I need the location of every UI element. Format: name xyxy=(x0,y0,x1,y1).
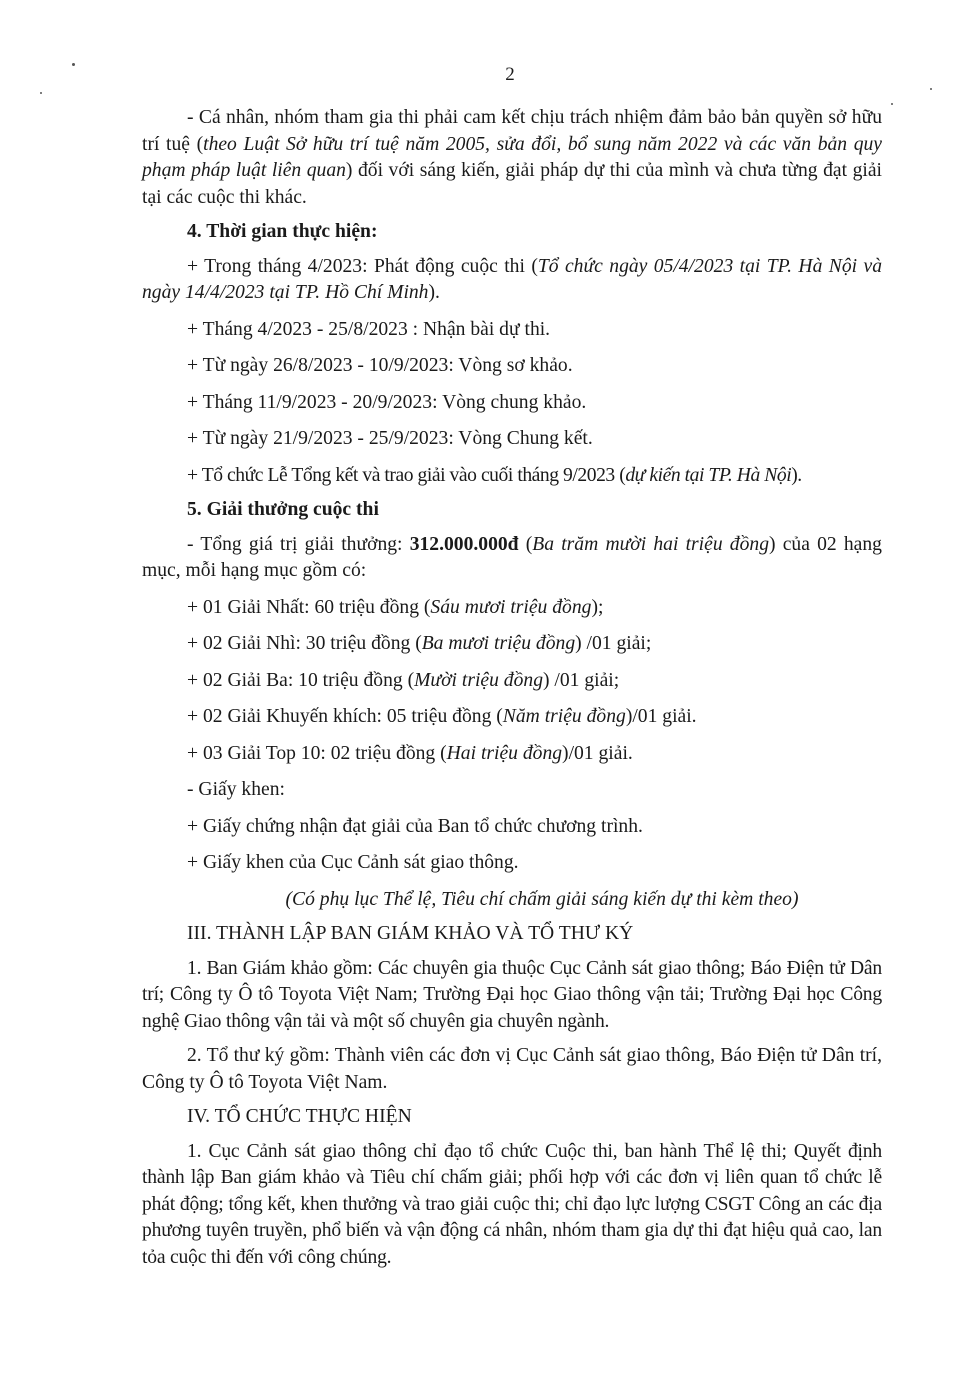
timeline-text: + Tổ chức Lễ Tổng kết và trao giải vào cuối tháng 9/2023 ( xyxy=(187,464,626,486)
prize-item xyxy=(142,704,882,731)
prize-text-end: )/01 giải. xyxy=(562,742,633,764)
prize-text-end: ) /01 giải; xyxy=(575,633,652,654)
document-body xyxy=(142,105,882,1271)
scan-speck xyxy=(891,103,893,105)
prize-total-end: ) của 02 hạng mục, mỗi hạng mục gồm có: xyxy=(142,533,882,581)
secretariat-paragraph: 2. Tổ thư ký gồm: Thành viên các đơn vị Cục Cảnh sát giao thông, Báo Điện tử Dân trí, Công ty Ô tô Toyota Việt Nam. xyxy=(142,1045,882,1093)
timeline-item xyxy=(142,463,882,490)
prize-italic: Sáu mươi triệu đồng xyxy=(430,596,592,618)
prize-italic: Hai triệu đồng xyxy=(446,742,563,764)
timeline-text: + Trong tháng 4/2023: Phát động cuộc thi ( xyxy=(187,255,538,277)
prize-italic: Mười triệu đồng xyxy=(414,669,543,691)
timeline-italic: Tổ chức ngày 05/4/2023 tại TP. Hà Nội và ngày 14/4/2023 tại TP. Hồ Chí Minh xyxy=(142,255,882,303)
scan-speck xyxy=(40,92,42,94)
timeline-item: + Từ ngày 26/8/2023 - 10/9/2023: Vòng sơ khảo. xyxy=(187,355,573,376)
prize-total-amount: 312.000.000đ xyxy=(409,533,519,555)
implementation-paragraph: 1. Cục Cảnh sát giao thông chỉ đạo tổ chức Cuộc thi, ban hành Thể lệ thi; Quyết định thành lập Ban giám khảo và Tiêu chí chấm giải; phối hợp với các đơn vị liên quan tổ chức lễ phát động; tổng kết, khen thưởng và trao giải cuộc thi; chỉ đạo lực lượng CSGT Công an các địa phương tuyên truyền, phổ biến và vận động cá nhân, nhóm tham gia dự thi đạt hiệu quả cao, lan tỏa cuộc thi đến với công chúng. xyxy=(142,1140,882,1268)
timeline-item: + Từ ngày 21/9/2023 - 25/9/2023: Vòng Chung kết. xyxy=(187,428,593,449)
prize-item xyxy=(142,631,882,658)
copyright-paragraph xyxy=(142,105,882,211)
prize-text: + 02 Giải Khuyến khích: 05 triệu đồng ( xyxy=(187,706,503,727)
timeline-item xyxy=(142,254,882,307)
timeline-item: + Tháng 11/9/2023 - 20/9/2023: Vòng chung khảo. xyxy=(187,391,587,413)
timeline-item: + Tháng 4/2023 - 25/8/2023 : Nhận bài dự thi. xyxy=(187,318,551,340)
prize-text: + 03 Giải Top 10: 02 triệu đồng ( xyxy=(187,742,447,764)
section3-heading: III. THÀNH LẬP BAN GIÁM KHẢO VÀ TỔ THƯ KÝ xyxy=(187,923,634,944)
prize-text-end: )/01 giải. xyxy=(625,706,697,727)
prize-text-end: ) /01 giải; xyxy=(543,669,620,691)
prize-item xyxy=(142,741,882,768)
scan-speck xyxy=(930,88,932,90)
prize-text: + 01 Giải Nhất: 60 triệu đồng ( xyxy=(187,596,431,618)
copyright-text-end: ) đối với sáng kiến, giải pháp dự thi của mình và chưa từng đạt giải tại các cuộc thi khác. xyxy=(142,160,882,208)
appendix-note: (Có phụ lục Thể lệ, Tiêu chí chấm giải sáng kiến dự thi kèm theo) xyxy=(285,888,799,910)
jury-paragraph: 1. Ban Giám khảo gồm: Các chuyên gia thuộc Cục Cảnh sát giao thông; Báo Điện tử Dân trí; Công ty Ô tô Toyota Việt Nam; Trường Đại học Giao thông vận tải; Trường Đại học Công nghệ Giao thông vận tải và một số chuyên gia chuyên ngành. xyxy=(142,957,882,1032)
prize-italic: Năm triệu đồng xyxy=(502,706,626,727)
certificate-heading: - Giấy khen: xyxy=(187,779,285,800)
prize-italic: Ba mươi triệu đồng xyxy=(421,633,576,654)
page-number: 2 xyxy=(505,64,515,85)
certificate-item: + Giấy chứng nhận đạt giải của Ban tổ chức chương trình. xyxy=(187,815,643,837)
certificate-item: + Giấy khen của Cục Cảnh sát giao thông. xyxy=(187,852,519,873)
timeline-italic: dự kiến tại TP. Hà Nội xyxy=(625,464,792,486)
copyright-text: - Cá nhân, nhóm tham gia thi phải cam kết chịu trách nhiệm đảm bảo bản quyền sở hữu trí tuệ ( xyxy=(142,107,882,155)
prize-text-end: ); xyxy=(591,596,604,618)
timeline-text-end: ). xyxy=(791,464,802,486)
prize-total-open: ( xyxy=(518,533,533,555)
copyright-italic: theo Luật Sở hữu trí tuệ năm 2005, sửa đổi, bổ sung năm 2022 và các văn bản quy phạm pháp luật liên quan xyxy=(142,133,882,181)
section5-heading: 5. Giải thưởng cuộc thi xyxy=(187,499,379,520)
prize-text: + 02 Giải Nhì: 30 triệu đồng ( xyxy=(187,633,422,654)
prize-item xyxy=(142,595,882,622)
prize-total-text: - Tổng giá trị giải thưởng: xyxy=(187,533,410,555)
timeline-text-end: ). xyxy=(428,282,440,303)
prize-total xyxy=(142,532,882,585)
prize-total-italic: Ba trăm mười hai triệu đồng xyxy=(532,533,769,555)
prize-item xyxy=(142,668,882,695)
section-iv-heading: IV. TỔ CHỨC THỰC HIỆN xyxy=(187,1106,412,1127)
prize-text: + 02 Giải Ba: 10 triệu đồng ( xyxy=(187,669,415,691)
section4-heading: 4. Thời gian thực hiện: xyxy=(187,221,378,242)
